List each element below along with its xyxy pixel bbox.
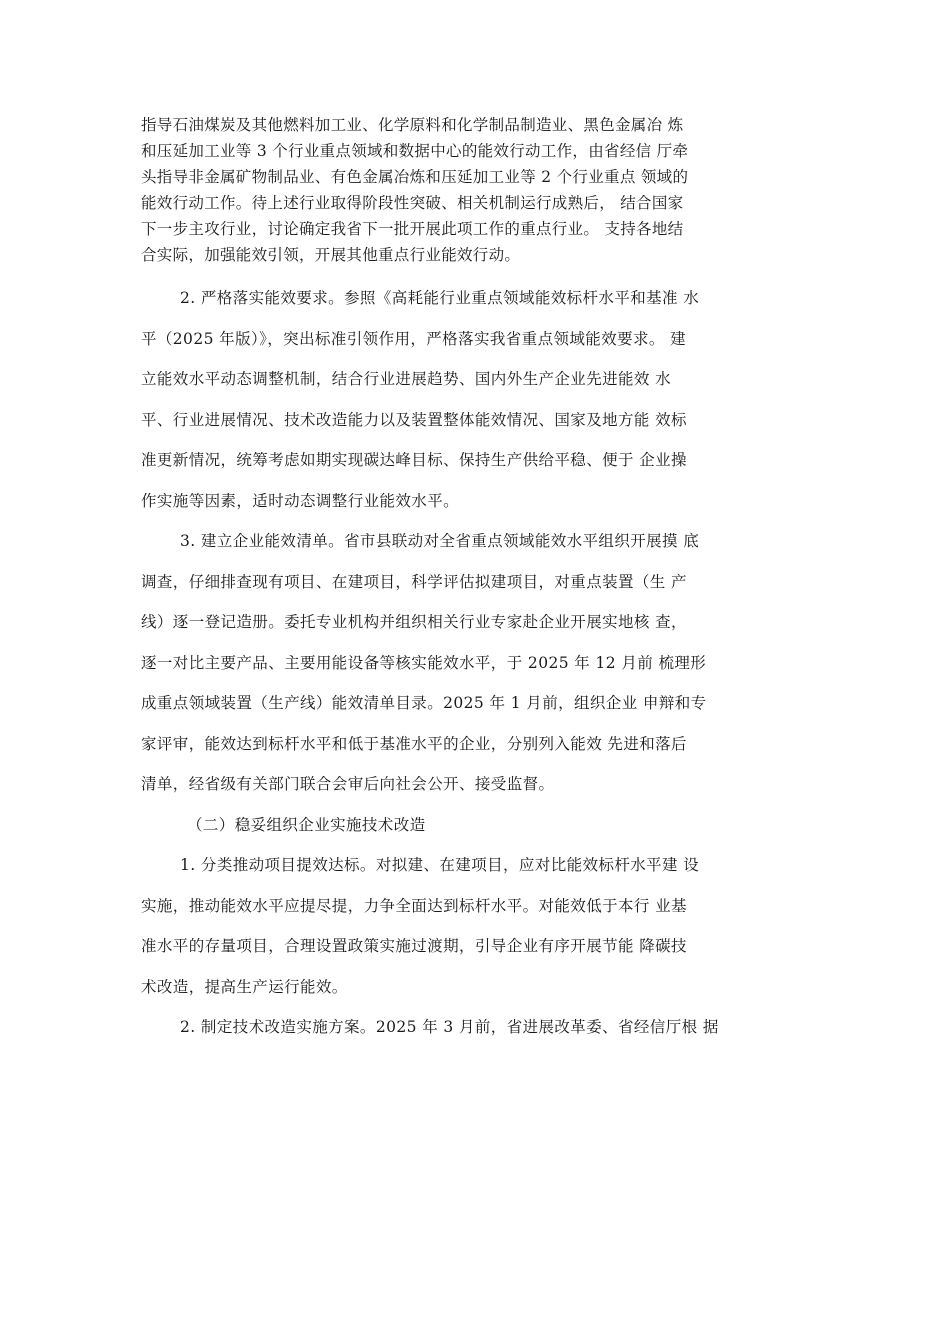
text-line: 准水平的存量项目，合理设置政策实施过渡期，引导企业有序开展节能 降碳技 [141, 937, 687, 955]
text-line: 调查，仔细排查现有项目、在建项目，科学评估拟建项目，对重点装置（生 产 [141, 572, 687, 591]
text-line: 平（2025 年版）》，突出标准引领作用，严格落实我省重点领域能效要求。 建 [141, 329, 687, 348]
text-line: 逐一对比主要产品、主要用能设备等核实能效水平，于 2025 年 12 月前 梳理形 [141, 653, 707, 672]
paragraph-efficiency-list [141, 521, 816, 805]
paragraph-energy-requirements [141, 278, 816, 521]
text-line: 合实际，加强能效引领，开展其他重点行业能效行动。 [141, 246, 521, 264]
text-line: 下一步主攻行业，讨论确定我省下一批开展此项工作的重点行业。 支持各地结 [141, 220, 684, 238]
section-heading-block [141, 805, 816, 846]
section-heading: （二）稳妥组织企业实施技术改造 [187, 815, 426, 834]
text-line: 2. 严格落实能效要求。参照《高耗能行业重点领域能效标杆水平和基准 水 [180, 289, 700, 307]
text-line: 清单，经省级有关部门联合会审后向社会公开、接受监督。 [141, 775, 555, 793]
text-line: 准更新情况，统筹考虑如期实现碳达峰目标、保持生产供给平稳、便于 企业操 [141, 451, 687, 469]
text-line: 实施，推动能效水平应提尽提，力争全面达到标杆水平。对能效低于本行 业基 [141, 896, 687, 915]
text-line: 术改造，提高生产运行能效。 [141, 977, 348, 996]
text-line: 和压延加工业等 3 个行业重点领域和数据中心的能效行动工作，由省经信 厅牵 [141, 142, 689, 160]
text-line: 作实施等因素，适时动态调整行业能效水平。 [141, 491, 460, 510]
text-line: 平、行业进展情况、技术改造能力以及装置整体能效情况、国家及地方能 效标 [141, 410, 687, 429]
text-line: 头指导非金属矿物制品业、有色金属冶炼和压延加工业等 2 个行业重点 领域的 [141, 168, 689, 186]
text-line: 1. 分类推动项目提效达标。对拟建、在建项目，应对比能效标杆水平建 设 [180, 856, 700, 874]
text-line: 2. 制定技术改造实施方案。2025 年 3 月前，省进展改革委、省经信厅根 据 [180, 1018, 719, 1036]
text-line: 立能效水平动态调整机制，结合行业进展趋势、国内外生产企业先进能效 水 [141, 370, 672, 388]
text-line: 3. 建立企业能效清单。省市县联动对全省重点领域能效水平组织开展摸 底 [180, 532, 700, 550]
intro-paragraph [141, 112, 816, 268]
text-line: 家评审，能效达到标杆水平和低于基准水平的企业，分别列入能效 先进和落后 [141, 734, 687, 753]
text-line: 指导石油煤炭及其他燃料加工业、化学原料和化学制品制造业、黑色金属冶 炼 [141, 116, 684, 134]
text-line: 线）逐一登记造册。委托专业机构并组织相关行业专家赴企业开展实地核 查， [141, 613, 687, 631]
paragraph-project-upgrade [141, 845, 816, 1007]
text-line: 成重点领域装置（生产线）能效清单目录。2025 年 1 月前，组织企业 申辩和专 [141, 694, 707, 712]
paragraph-implementation-plan [141, 1007, 816, 1048]
document-page [141, 112, 816, 1048]
text-line: 能效行动工作。待上述行业取得阶段性突破、相关机制运行成熟后， 结合国家 [141, 194, 684, 212]
